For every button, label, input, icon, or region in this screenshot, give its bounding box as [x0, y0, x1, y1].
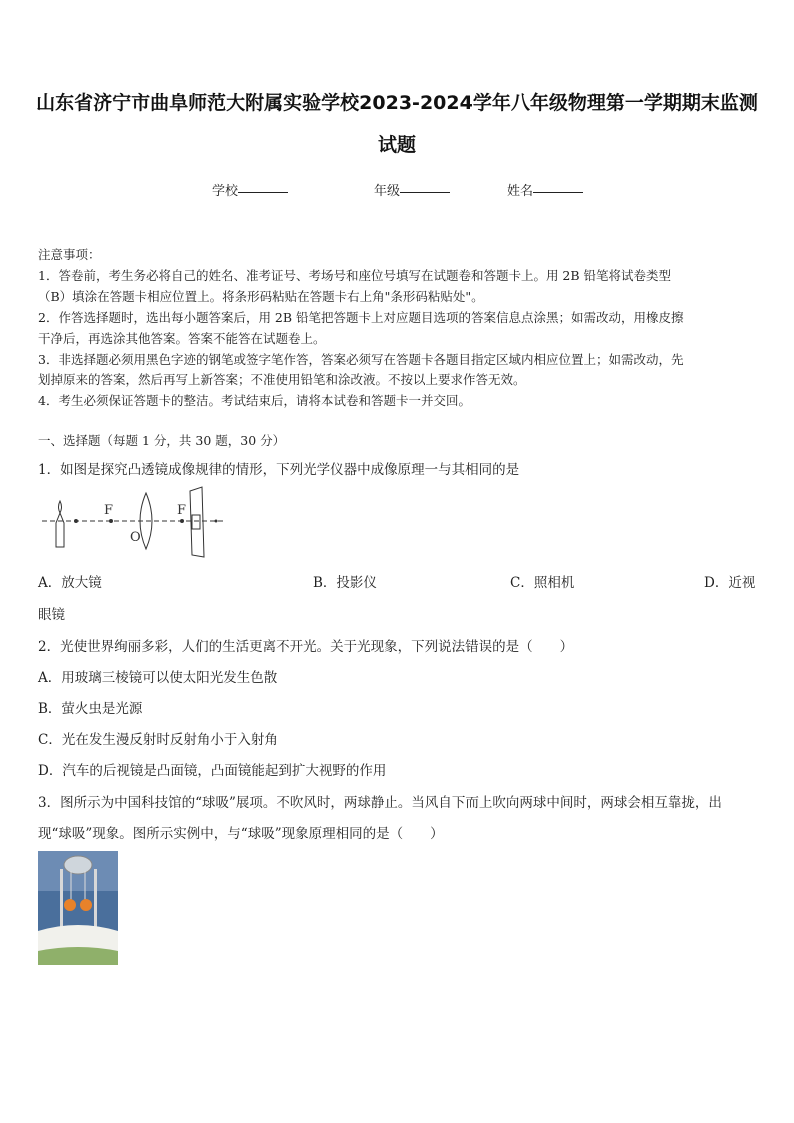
screen-image [192, 515, 200, 529]
q1-option-d-wrap: 眼镜 [38, 607, 65, 623]
page-title: 山东省济宁市曲阜师范大附属实验学校2023-2024学年八年级物理第一学期期末监测 [36, 92, 758, 114]
name-label: 姓名 [507, 184, 534, 199]
ball-left [64, 899, 76, 911]
note-item: 干净后，再选涂其他答案。答案不能答在试题卷上。 [38, 331, 326, 346]
question-2-stem: 2．光使世界绚丽多彩，人们的生活更离不开光。关于光现象，下列说法错误的是（ ） [38, 639, 574, 655]
school-blank[interactable] [238, 180, 288, 193]
note-item: （B）填涂在答题卡相应位置上。将条形码粘贴在答题卡右上角"条形码粘贴处"。 [38, 289, 484, 304]
axis-dot [215, 520, 218, 523]
grade-label: 年级 [374, 184, 401, 199]
note-item: 2．作答选择题时，选出每小题答案后，用 2B 铅笔把答题卡上对应题目选项的答案信息点涂黑；如需改动，用橡皮擦 [38, 310, 684, 325]
page-title-continued: 试题 [377, 134, 416, 156]
lens-diagram [38, 485, 238, 560]
focal-point-left [74, 519, 78, 523]
focal-label: F [104, 503, 114, 518]
note-item: 划掉原来的答案，然后再写上新答案；不准使用铅笔和涂改液。不按以上要求作答无效。 [38, 372, 526, 387]
school-field[interactable] [212, 180, 238, 199]
focal-point-right [180, 519, 184, 523]
frame-post-left [60, 869, 63, 931]
ball-right [80, 899, 92, 911]
focal-point [109, 519, 113, 523]
q2-option-c[interactable]: C．光在发生漫反射时反射角小于入射角 [38, 732, 278, 748]
notes-heading: 注意事项： [38, 247, 101, 262]
q1-option-c[interactable]: C．照相机 [510, 575, 575, 591]
question-1-stem: 1．如图是探究凸透镜成像规律的情形，下列光学仪器中成像原理一与其相同的是 [38, 462, 520, 478]
q1-option-b[interactable]: B．投影仪 [313, 575, 377, 591]
note-item: 3．非选择题必须用黑色字迹的钢笔或签字笔作答，答案必须写在答题卡各题目指定区域内相应位置上；如需改动，先 [38, 352, 684, 367]
ball-suction-photo [38, 851, 118, 965]
candle [56, 513, 64, 547]
optical-center-label: O [130, 530, 141, 545]
question-3-stem: 3．图所示为中国科技馆的“球吸”展项。不吹风时，两球静止。当风自下而上吹向两球中间时，两球会相互靠拢，出 [38, 795, 722, 811]
q2-option-d[interactable]: D．汽车的后视镜是凸面镜，凸面镜能起到扩大视野的作用 [38, 763, 387, 779]
blower-ring [64, 856, 92, 874]
section-heading: 一、选择题（每题 1 分，共 30 题，30 分） [38, 433, 286, 448]
q2-option-b[interactable]: B．萤火虫是光源 [38, 701, 143, 717]
q1-option-a[interactable]: A．放大镜 [38, 575, 102, 591]
frame-post-right [94, 869, 97, 931]
grade-field[interactable] [374, 180, 400, 199]
name-field[interactable] [507, 180, 533, 199]
exhibit-base [38, 947, 118, 965]
note-item: 1．答卷前，考生务必将自己的姓名、准考证号、考场号和座位号填写在试题卷和答题卡上。用 2B 铅笔将试卷类型 [38, 268, 672, 283]
focal-label: F [177, 503, 187, 518]
school-label: 学校 [212, 184, 239, 199]
question-3-stem-continued: 现“球吸”现象。图所示实例中，与“球吸”现象原理相同的是（ ） [38, 826, 444, 842]
name-blank[interactable] [533, 180, 583, 193]
candle-flame [59, 501, 62, 513]
q1-option-d[interactable]: D．近视 [704, 575, 756, 591]
grade-blank[interactable] [400, 180, 450, 193]
note-item: 4．考生必须保证答题卡的整洁。考试结束后，请将本试卷和答题卡一并交回。 [38, 393, 471, 408]
q2-option-a[interactable]: A．用玻璃三棱镜可以使太阳光发生色散 [38, 670, 278, 686]
